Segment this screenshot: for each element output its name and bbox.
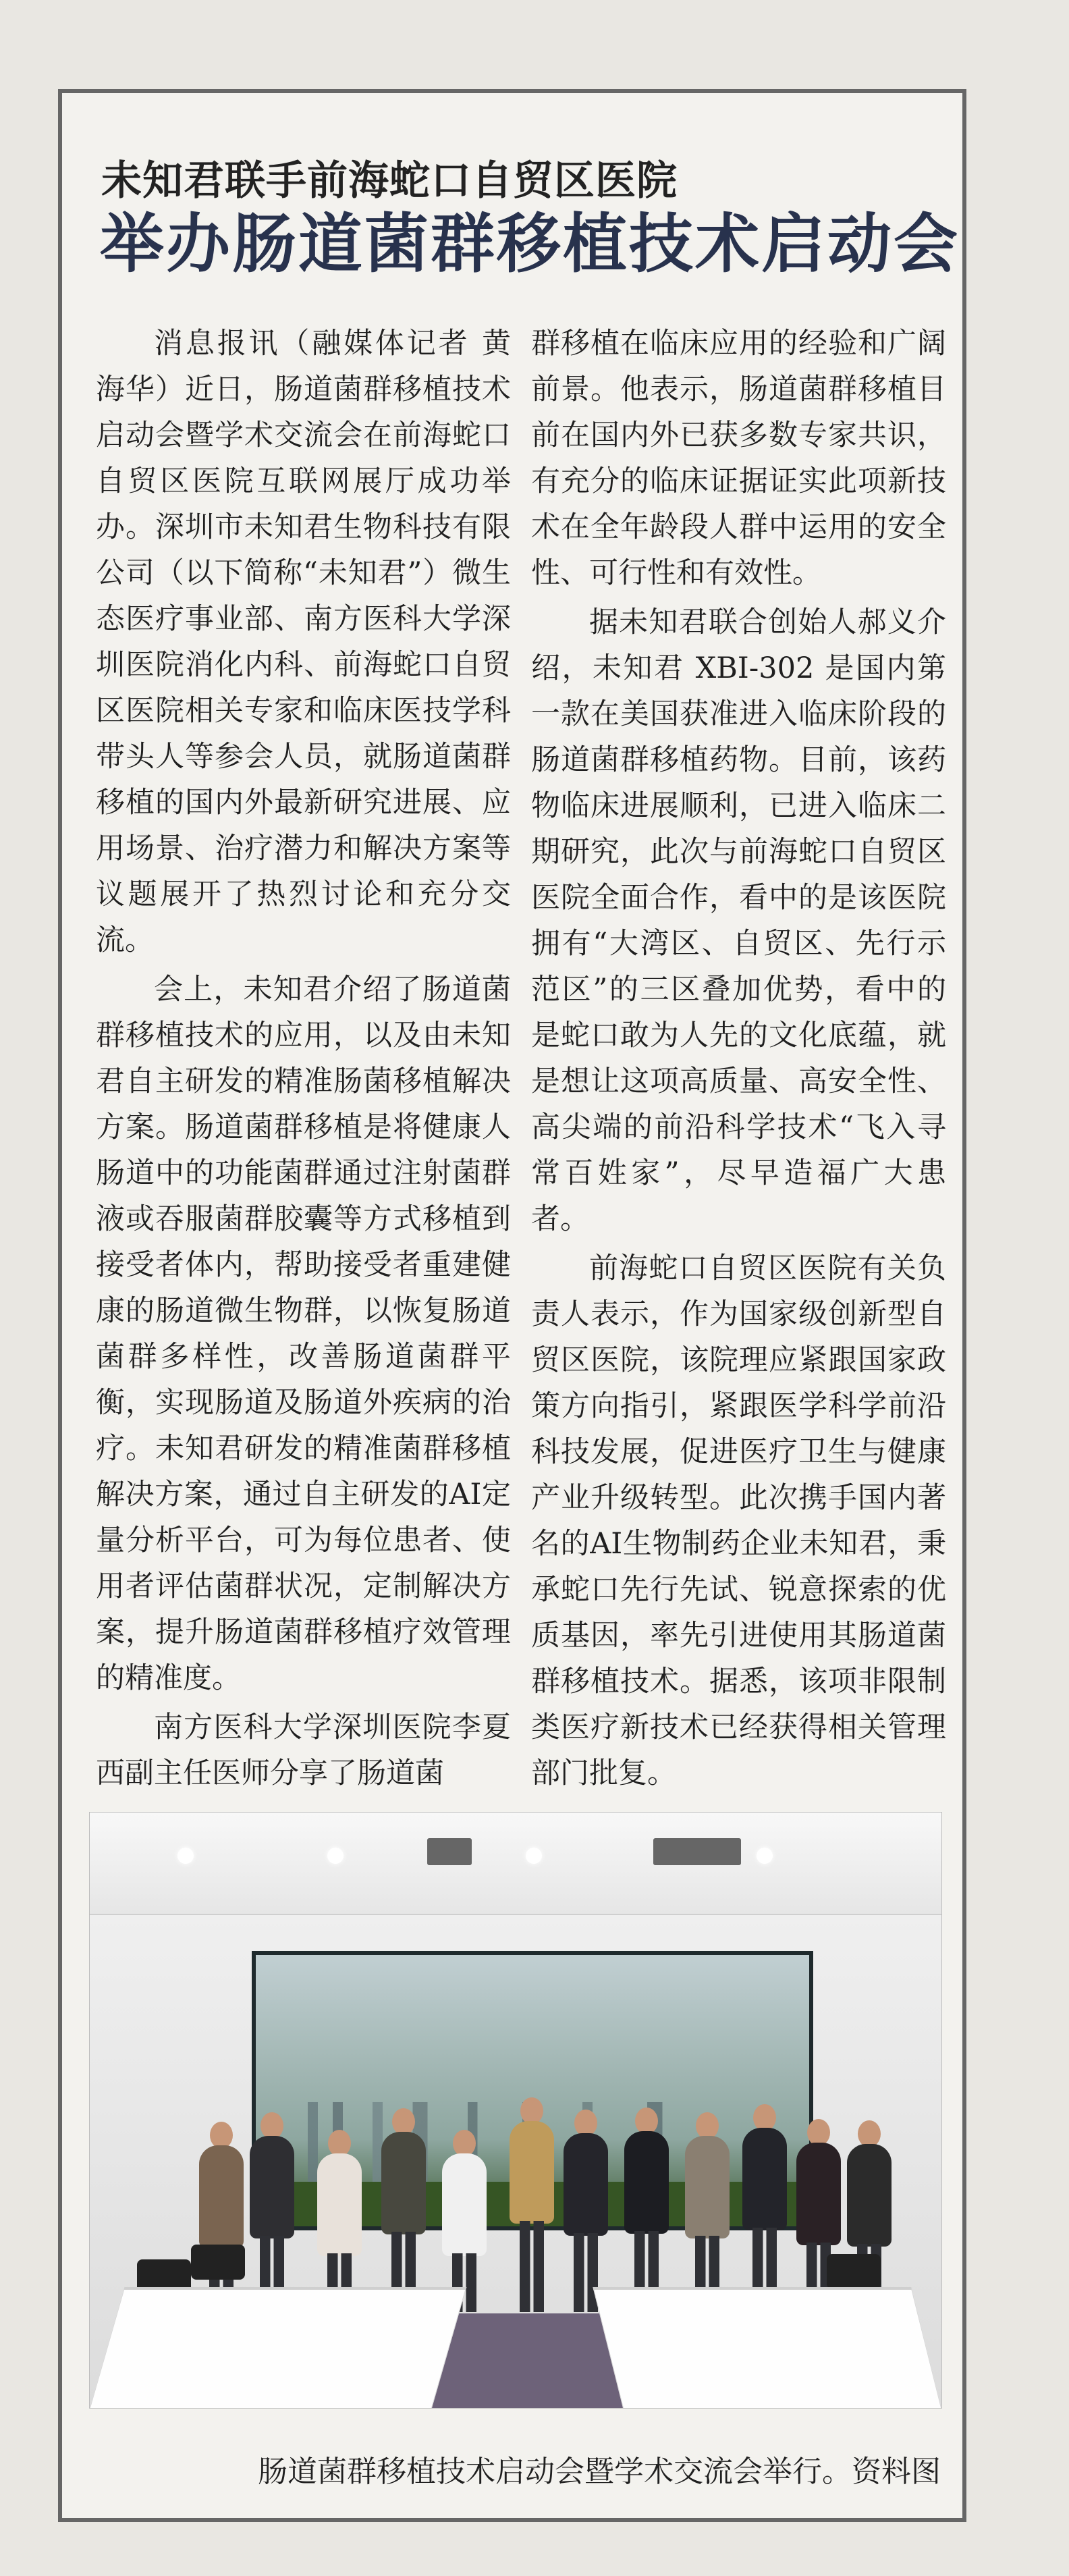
left-paragraph-2: 会上，未知君介绍了肠道菌群移植技术的应用，以及由未知君自主研发的精准肠菌移植解决方案。肠道菌群移植是将健康人肠道中的功能菌群通过注射菌群液或吞服菌群胶囊等方式移植到接受者体内，帮助接受者重建健康的肠道微生物群，以恢复肠道菌群多样性，改善肠道菌群平衡，实现肠道及肠道外疾病的治疗。未知君研发的精准菌群移植解决方案，通过自主研发的AI定量分析平台，可为每位患者、使用者评估菌群状况，定制解决方案，提升肠道菌群移植疗效管理的精准度。 xyxy=(96,973,511,1695)
person xyxy=(623,2108,670,2312)
person-head xyxy=(261,2112,283,2139)
person-body xyxy=(510,2121,554,2224)
article-subtitle: 未知君联手前海蛇口自贸区医院 xyxy=(101,157,678,205)
person-body xyxy=(847,2144,892,2247)
chair xyxy=(191,2245,245,2280)
person-head xyxy=(453,2130,476,2157)
left-column xyxy=(96,321,511,1790)
person-head xyxy=(807,2119,830,2146)
person-body xyxy=(742,2128,787,2230)
person xyxy=(562,2110,609,2312)
right-paragraph-3: 前海蛇口自贸区医院有关负责人表示，作为国家级创新型自贸区医院，该院理应紧跟国家政策方向指引，紧跟医学科学前沿科技发展，促进医疗卫生与健康产业升级转型。此次携手国内著名的AI生物制药企业未知君，秉承蛇口先行先试、锐意探索的优质基因，率先引进使用其肠道菌群移植技术。据悉，该项非限制类医疗新技术已经获得相关管理部门批复。 xyxy=(531,1252,946,1790)
article-title: 举办肠道菌群移植技术启动会 xyxy=(100,207,960,281)
person-body xyxy=(796,2143,841,2245)
ceiling-light xyxy=(526,1848,542,1864)
ceiling-vent xyxy=(427,1838,472,1865)
person-head xyxy=(520,2097,543,2124)
person-head xyxy=(753,2104,776,2131)
person-head xyxy=(858,2120,881,2147)
person-body xyxy=(442,2153,487,2256)
person-head xyxy=(210,2122,233,2149)
left-paragraph-3: 南方医科大学深圳医院李夏西副主任医师分享了肠道菌 xyxy=(96,1711,511,1790)
person xyxy=(741,2104,788,2312)
conference-table-right xyxy=(593,2287,941,2408)
left-paragraph-1: 消息报讯（融媒体记者 黄海华）近日，肠道菌群移植技术启动会暨学术交流会在前海蛇口自贸区医院互联网展厅成功举办。深圳市未知君生物科技有限公司（以下简称“未知君”）微生态医疗事业部、南方医科大学深圳医院消化内科、前海蛇口自贸区医院相关专家和临床医技学科带头人等参会人员，就肠道菌群移植的国内外最新研究进展、应用场景、治疗潜力和解决方案等议题展开了热烈讨论和充分交流。 xyxy=(96,327,511,957)
person-body xyxy=(381,2132,426,2234)
ceiling xyxy=(90,1813,941,1915)
person-body xyxy=(624,2131,669,2234)
person-body xyxy=(317,2153,362,2256)
person-body xyxy=(199,2145,244,2248)
ceiling-light xyxy=(757,1848,773,1864)
person-head xyxy=(635,2108,658,2135)
person-head xyxy=(392,2108,415,2135)
person-body xyxy=(685,2136,730,2238)
ceiling-vent xyxy=(653,1838,741,1865)
person xyxy=(380,2108,427,2312)
ceiling-light xyxy=(177,1848,194,1864)
conference-table-left xyxy=(90,2287,466,2408)
person-body xyxy=(250,2136,294,2238)
person xyxy=(684,2112,731,2312)
chair xyxy=(827,2254,881,2289)
event-photo xyxy=(89,1812,942,2409)
person-head xyxy=(574,2110,597,2137)
person-legs xyxy=(574,2233,598,2312)
person xyxy=(248,2112,296,2312)
right-column xyxy=(531,321,946,1790)
person-head xyxy=(696,2112,719,2139)
article-body xyxy=(96,321,946,1790)
ceiling-light xyxy=(327,1848,344,1864)
person-legs xyxy=(520,2221,544,2312)
person xyxy=(198,2122,245,2312)
right-paragraph-2: 据未知君联合创始人郝义介绍，未知君 XBI-302 是国内第一款在美国获准进入临床阶段的肠道菌群移植药物。目前，该药物临床进展顺利，已进入临床二期研究，此次与前海蛇口自贸区医院全面合作，看中的是该医院拥有“大湾区、自贸区、先行示范区”的三区叠加优势，看中的是蛇口敢为人先的文化底蕴，就是想让这项高质量、高安全性、高尖端的前沿科学技术“飞入寻常百姓家”，尽早造福广大患者。 xyxy=(531,606,946,1236)
photo-caption: 肠道菌群移植技术启动会暨学术交流会举行。资料图 xyxy=(258,2454,941,2489)
person xyxy=(316,2130,363,2312)
person-body xyxy=(564,2133,608,2236)
person xyxy=(441,2130,488,2312)
person xyxy=(508,2097,555,2312)
right-paragraph-1: 群移植在临床应用的经验和广阔前景。他表示，肠道菌群移植目前在国内外已获多数专家共识，有充分的临床证据证实此项新技术在全年龄段人群中运用的安全性、可行性和有效性。 xyxy=(531,327,946,590)
person-head xyxy=(328,2130,351,2157)
